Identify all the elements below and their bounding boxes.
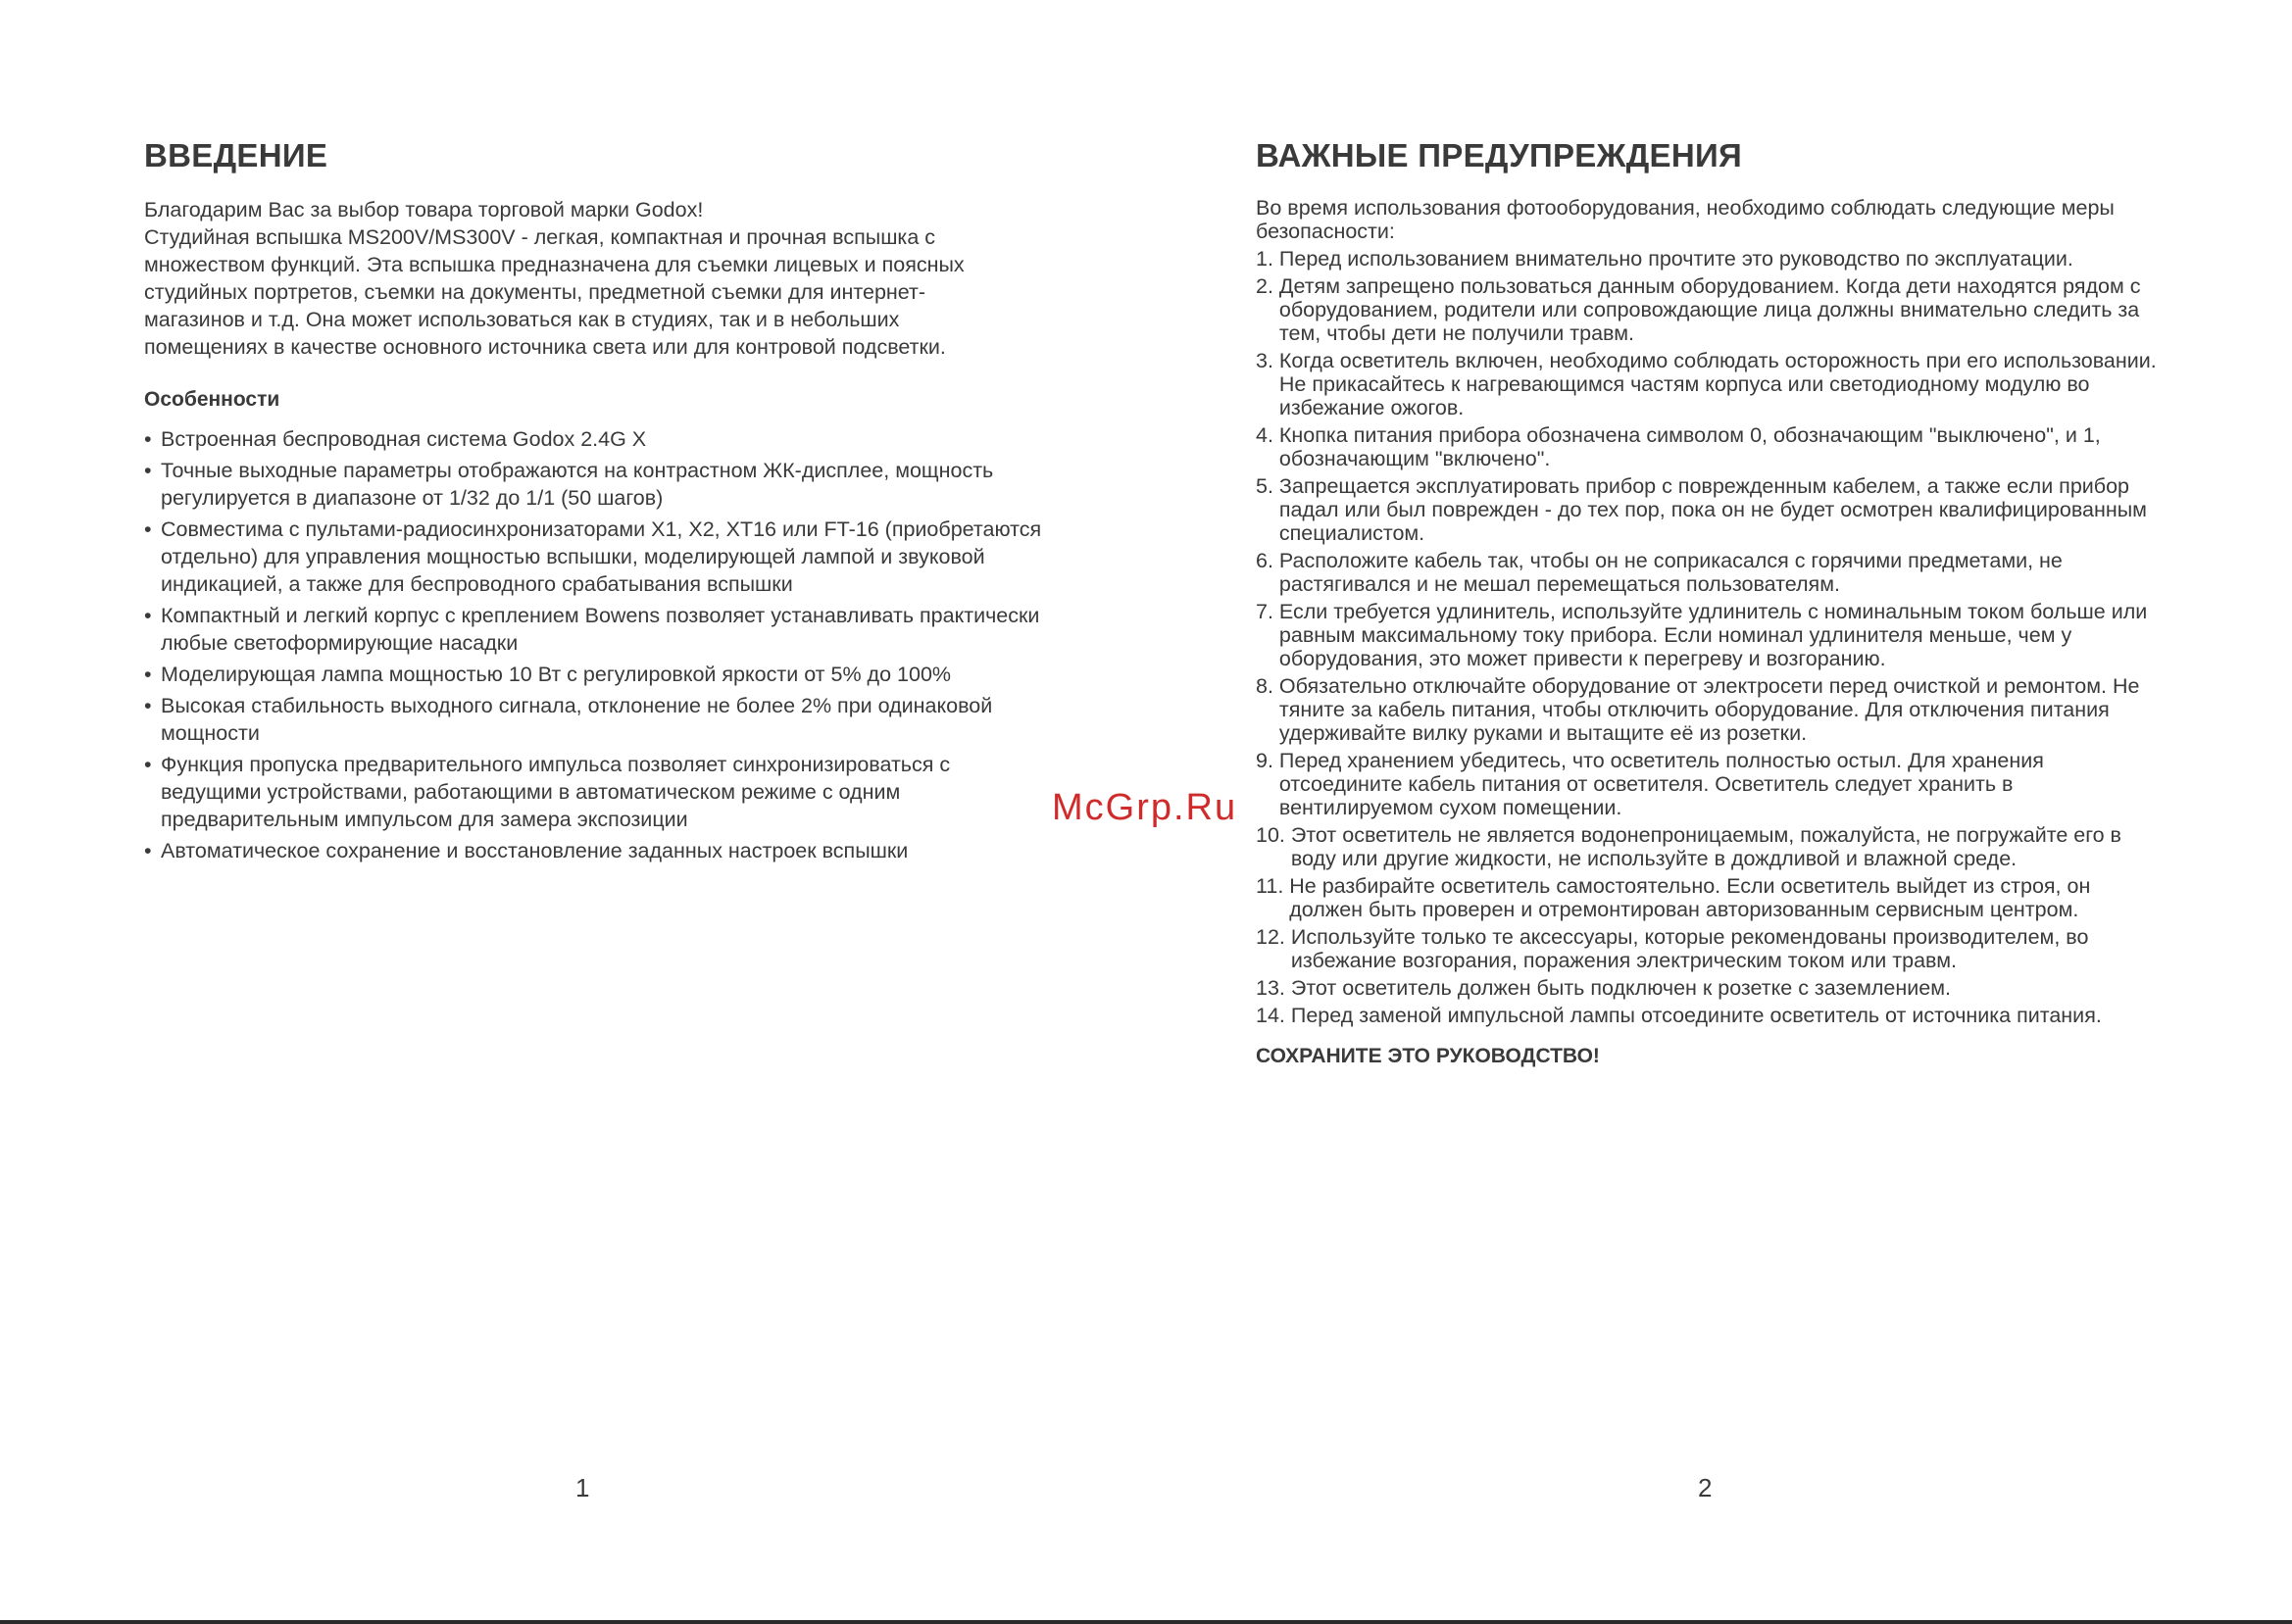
warning-item: [1256, 600, 2167, 670]
warning-item: [1256, 749, 2167, 819]
warning-number: 11.: [1256, 874, 1290, 898]
features-heading: Особенности: [144, 388, 280, 411]
warning-item: [1256, 976, 2167, 1000]
page-number-left: 1: [575, 1473, 590, 1502]
warning-number: 7.: [1256, 600, 1279, 623]
feature-item: [144, 602, 1056, 657]
warning-text: Перед заменой импульсной лампы отсоедините осветитель от источника питания.: [1290, 1004, 2102, 1027]
warning-number: 8.: [1256, 674, 1279, 698]
warning-item: [1256, 874, 2167, 921]
warning-number: 13.: [1256, 976, 1291, 1000]
warning-text: Перед хранением убедитесь, что осветитель полностью остыл. Для хранения отсоедините кабель питания от осветителя. Осветитель следует хранить в вентилируемом сухом помещении.: [1278, 749, 2044, 819]
warnings-intro: Во время использования фотооборудования, необходимо соблюдать следующие меры безопасности:: [1256, 196, 2115, 243]
feature-item: [144, 516, 1056, 598]
warning-number: 5.: [1256, 474, 1279, 498]
warning-number: 3.: [1256, 349, 1279, 372]
intro-line: Студийная вспышка MS200V/MS300V - легкая, компактная и прочная вспышка с: [144, 225, 935, 249]
page-left: [144, 137, 1056, 868]
warning-item: [1256, 423, 2167, 470]
warning-item: [1256, 674, 2167, 745]
warning-number: 9.: [1256, 749, 1279, 772]
warning-text: Этот осветитель не является водонепроницаемым, пожалуйста, не погружайте его в воду или другие жидкости, не используйте в дождливой и влажной среде.: [1290, 823, 2121, 870]
warning-item: [1256, 1004, 2167, 1027]
warning-text: Не разбирайте осветитель самостоятельно. Если осветитель выйдет из строя, он должен быть проверен и отремонтирован авторизованным сервисным центром.: [1289, 874, 2091, 921]
feature-text: Функция пропуска предварительного импульса позволяет синхронизироваться с ведущими устройствами, работающими в автоматическом режиме с одним предварительным импульсом для замера экспозиции: [161, 753, 951, 831]
intro-line: Благодарим Вас за выбор товара торговой марки Godox!: [144, 198, 704, 221]
feature-text: Высокая стабильность выходного сигнала, отклонение не более 2% при одинаковой мощности: [161, 694, 993, 745]
warning-number: 4.: [1256, 423, 1279, 447]
bullet-icon: •: [144, 427, 152, 451]
bullet-icon: •: [144, 517, 152, 541]
warning-text: Детям запрещено пользоваться данным оборудованием. Когда дети находятся рядом с оборудованием, родители или сопровождающие лица должны внимательно следить за тем, чтобы дети не получили травм.: [1278, 274, 2141, 345]
bullet-icon: •: [144, 604, 152, 627]
warning-text: Этот осветитель должен быть подключен к розетке с заземлением.: [1290, 976, 1951, 1000]
warning-text: Используйте только те аксессуары, которые рекомендованы производителем, во избежание возгорания, поражения электрическим током или травм.: [1290, 925, 2089, 972]
intro-line: помещениях в качестве основного источника света или для контровой подсветки.: [144, 335, 946, 359]
bullet-icon: •: [144, 459, 152, 482]
closing-note: СОХРАНИТЕ ЭТО РУКОВОДСТВО!: [1256, 1045, 1600, 1067]
intro-line: множеством функций. Эта вспышка предназначена для съемки лицевых и поясных: [144, 253, 965, 276]
intro-heading: ВВЕДЕНИЕ: [144, 137, 328, 173]
feature-item: [144, 457, 1056, 512]
bullet-icon: •: [144, 694, 152, 717]
feature-item: [144, 692, 1056, 747]
intro-line: магазинов и т.д. Она может использоваться как в студиях, так и в небольших: [144, 308, 900, 331]
feature-item: [144, 837, 1056, 864]
bullet-icon: •: [144, 753, 152, 776]
intro-line: студийных портретов, съемки на документы, предметной съемки для интернет-: [144, 280, 926, 304]
warning-item: [1256, 549, 2167, 596]
warning-text: Запрещается эксплуатировать прибор с поврежденным кабелем, а также если прибор падал или был поврежден - до тех пор, пока он не будет осмотрен квалифицированным специалистом.: [1278, 474, 2147, 545]
warnings-list: [1256, 247, 2167, 1027]
bullet-icon: •: [144, 663, 152, 686]
feature-text: Моделирующая лампа мощностью 10 Вт с регулировкой яркости от 5% до 100%: [161, 663, 952, 686]
warning-number: 2.: [1256, 274, 1279, 298]
feature-item: [144, 751, 1056, 833]
bullet-icon: •: [144, 839, 152, 862]
warning-item: [1256, 925, 2167, 972]
warning-text: Если требуется удлинитель, используйте удлинитель с номинальным током больше или равным максимальному току прибора. Если номинал удлинителя меньше, чем у оборудования, это может привести к перегреву и возгоранию.: [1278, 600, 2148, 670]
warning-number: 10.: [1256, 823, 1291, 847]
feature-text: Точные выходные параметры отображаются на контрастном ЖК-дисплее, мощность регулируется в диапазоне от 1/32 до 1/1 (50 шагов): [161, 459, 994, 510]
warning-item: [1256, 349, 2167, 419]
features-list: [144, 425, 1056, 864]
page-right: [1256, 137, 2167, 1068]
page-number-right: 2: [1698, 1473, 1713, 1502]
warnings-heading: ВАЖНЫЕ ПРЕДУПРЕЖДЕНИЯ: [1256, 137, 1742, 173]
feature-item: [144, 661, 1056, 688]
bottom-divider: [0, 1620, 2292, 1624]
intro-paragraph: [144, 196, 1056, 361]
feature-item: [144, 425, 1056, 453]
warning-item: [1256, 274, 2167, 345]
warning-number: 12.: [1256, 925, 1291, 949]
warning-number: 1.: [1256, 247, 1279, 271]
watermark: McGrp.Ru: [1052, 787, 1238, 828]
warning-number: 6.: [1256, 549, 1279, 572]
feature-text: Компактный и легкий корпус с креплением Bowens позволяет устанавливать практически любые светоформирующие насадки: [161, 604, 1040, 655]
warning-number: 14.: [1256, 1004, 1291, 1027]
feature-text: Автоматическое сохранение и восстановление заданных настроек вспышки: [161, 839, 909, 862]
warning-text: Когда осветитель включен, необходимо соблюдать осторожность при его использовании. Не прикасайтесь к нагревающимся частям корпуса или светодиодному модулю во избежание ожогов.: [1278, 349, 2157, 419]
warning-text: Расположите кабель так, чтобы он не соприкасался с горячими предметами, не растягивался и не мешал перемещаться пользователям.: [1278, 549, 2063, 596]
warning-text: Перед использованием внимательно прочтите это руководство по эксплуатации.: [1278, 247, 2073, 271]
warning-text: Обязательно отключайте оборудование от электросети перед очисткой и ремонтом. Не тяните за кабель питания, чтобы отключить оборудование. Для отключения питания удерживайте вилку руками и вытащите её из розетки.: [1278, 674, 2140, 745]
warning-text: Кнопка питания прибора обозначена символом 0, обозначающим "выключено", и 1, обозначающим "включено".: [1278, 423, 2101, 470]
warning-item: [1256, 823, 2167, 870]
warning-item: [1256, 474, 2167, 545]
warning-item: [1256, 247, 2167, 271]
feature-text: Совместима с пультами-радиосинхронизаторами X1, X2, XT16 или FT-16 (приобретаются отдельно) для управления мощностью вспышки, моделирующей лампой и звуковой индикацией, а также для беспроводного срабатывания вспышки: [161, 517, 1042, 596]
feature-text: Встроенная беспроводная система Godox 2.4G X: [161, 427, 647, 451]
